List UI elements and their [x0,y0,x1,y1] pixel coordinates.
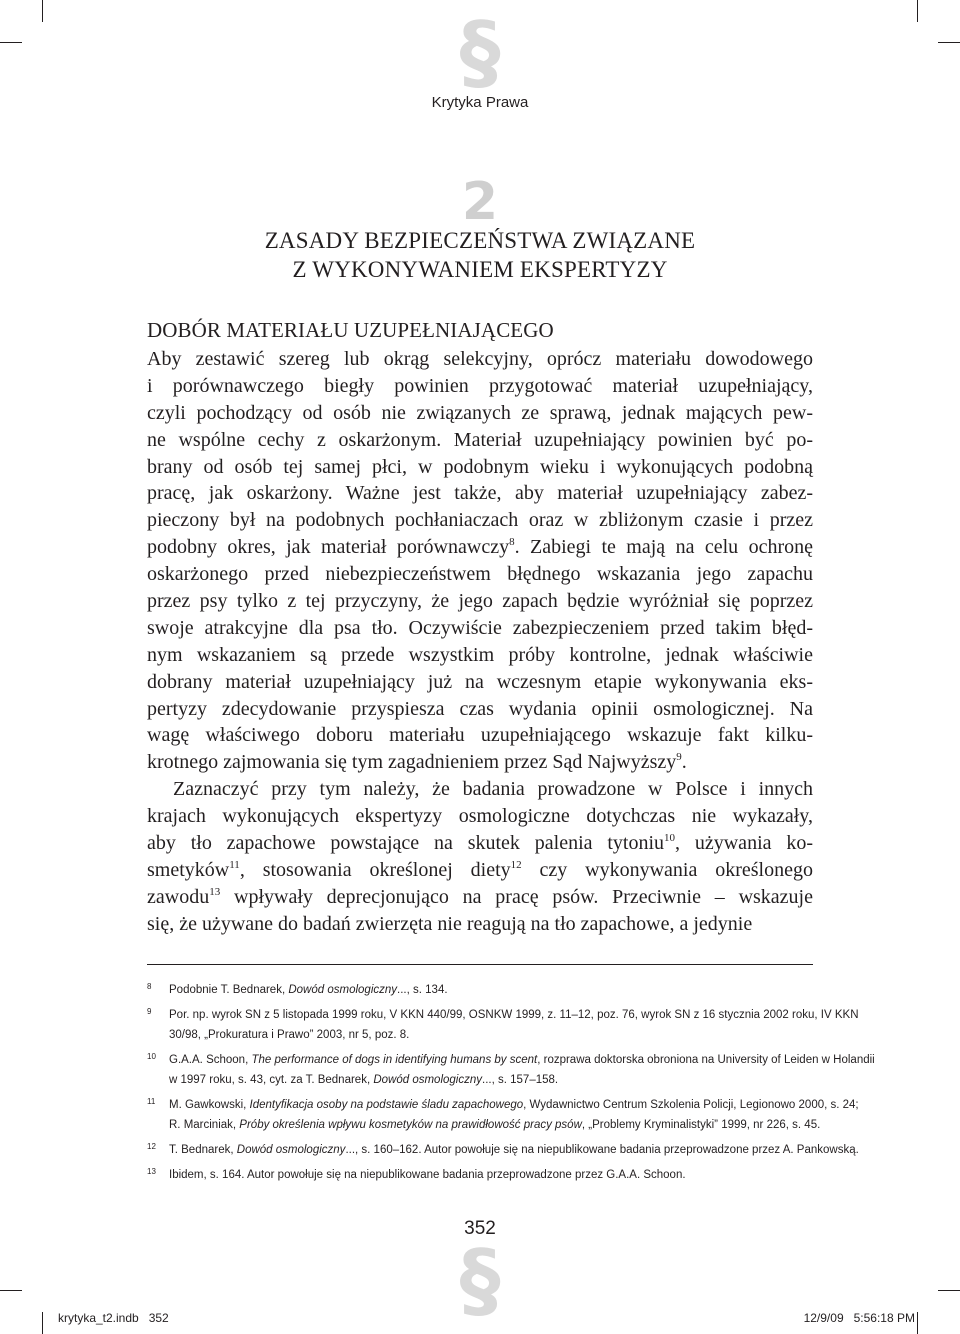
footnote-number: 11 [147,1097,156,1106]
body-line: nym wskazaniem są przede wszystkim próby kontrolne, jednak właściwie [147,643,813,666]
footnote [147,1050,875,1090]
chapter-title-line: ZASADY BEZPIECZEŃSTWA ZWIĄZANE [264,228,696,253]
footnote-line: G.A.A. Schoon, The performance of dogs in identifying humans by scent, rozprawa doktorska obroniona na University of Leiden w Holandii [169,1054,875,1066]
footnote [147,1095,859,1135]
body-line: przez psy tylko z tej przyczyny, że jego zapach będzie wyróżniał się poprzez [147,590,813,613]
body-line: i porównawczego biegły powinien przygotować materiał uzupełniający, [147,374,813,397]
body-text [147,346,813,938]
footnote-ref[interactable]: 8 [509,536,515,549]
footnote-ref[interactable]: 9 [676,751,682,764]
body-line: pracę, jak oskarżony. Ważne jest także, aby materiał uzupełniający zabez- [147,482,813,505]
body-line: zawodu$^{13}$ wpływały deprecjonująco na pracę psów. Przeciwnie – wskazuje [147,885,813,908]
body-line: pertyzy zdecydowanie przyspiesza czas wydania opinii osmologicznej. Na [147,697,813,720]
body-line: Zaznaczyć przy tym należy, że badania prowadzone w Polsce i innych [173,778,813,801]
section-symbol-icon: § [459,5,501,100]
footnote [147,980,813,1000]
footnote-number: 10 [147,1052,156,1061]
body-line: podobny okres, jak materiał porównawczy$^8$. Zabiegi te mają na celu ochronę [147,536,813,559]
footnote-line: Podobnie T. Bednarek, Dowód osmologiczny..., s. 134. [169,984,448,996]
body-line: wagę właściwego doboru materiału uzupełniającego wskazuje fakt kilku- [147,724,813,747]
body-line: krotnego zajmowania się tym zagadnieniem przez Sąd Najwyższy$^9$. [147,751,687,774]
footnote-line: 30/98, „Prokuratura i Prawo” 2003, nr 5, poz. 8. [169,1029,410,1041]
footnote [147,1165,813,1185]
footnote-number: 8 [147,982,152,991]
chapter-title [0,226,960,284]
footnote-ref[interactable]: 11 [229,858,240,871]
body-line: krajach wykonujących ekspertyzy osmologiczne dotychczas nie wykazały, [147,805,813,828]
footnote-number: 12 [147,1142,156,1151]
print-slug-file: krytyka_t2.indb 352 [58,1311,169,1325]
body-line: aby tło zapachowe powstające na skutek palenia tytoniu$^{10}$, używania ko- [147,832,813,855]
footnote-divider [147,964,813,965]
body-line: czyli pochodzący od osób nie związanych ze sprawą, jednak mających pew- [147,401,813,424]
body-line: się, że używane do badań zwierzęta nie reagują na tło zapachowe, a jedynie [147,912,753,935]
footnote-line: T. Bednarek, Dowód osmologiczny..., s. 160–162. Autor powołuje się na niepublikowane badania przeprowadzone przez A. Pankowską. [169,1144,859,1156]
footnote-ref[interactable]: 10 [664,832,676,845]
section-symbol-icon: § [459,1233,501,1328]
footnote-line: w 1997 roku, s. 43, cyt. za T. Bednarek, Dowód osmologiczny..., s. 157–158. [169,1074,559,1086]
footnote-line: M. Gawkowski, Identyfikacja osoby na podstawie śladu zapachowego, Wydawnictwo Centrum Szkolenia Policji, Legionowo 2000, s. 24; [169,1099,859,1111]
footnote [147,1005,859,1045]
footnote [147,1140,859,1160]
body-line: smetyków$^{11}$, stosowania określonej diety$^{12}$ czy wykonywania określonego [147,858,813,881]
chapter-number: 2 [461,172,499,232]
body-line: swoje atrakcyjne dla psa tło. Oczywiście zabezpieczeniem przed takim błęd- [147,616,813,639]
footnotes [147,980,875,1190]
body-line: ne wspólne cechy z oskarżonym. Materiał uzupełniający powinien być po- [147,428,813,451]
chapter-title-line: Z WYKONYWANIEM EKSPERTYZY [292,257,668,282]
footnote-ref[interactable]: 12 [510,858,522,871]
running-header: Krytyka Prawa [431,94,529,111]
page-number: 352 [464,1218,496,1239]
footnote-line: Ibidem, s. 164. Autor powołuje się na niepublikowane badania przeprowadzone przez G.A.A. Schoon. [169,1169,686,1181]
footnote-number: 13 [147,1167,156,1176]
footnote-ref[interactable]: 13 [209,885,221,898]
print-slug-timestamp: 12/9/09 5:56:18 PM [803,1311,915,1325]
body-line: dobrany materiał uzupełniający już na wczesnym etapie wykonywania eks- [147,670,813,693]
footnote-number: 9 [147,1007,152,1016]
body-line: brany od osób tej samej płci, w podobnym wieku i wykonujących podobną [147,455,813,478]
body-line: Aby zestawić szereg lub okrąg selekcyjny, oprócz materiału dowodowego [147,348,813,370]
body-line: oskarżonego przed niebezpieczeństwem błędnego wskazania jego zapachu [147,563,813,586]
body-line: pieczony był na podobnych pochłaniaczach oraz w zbliżonym czasie i przez [147,509,813,532]
footnote-line: Por. np. wyrok SN z 5 listopada 1999 roku, V KKN 440/99, OSNKW 1999, z. 11–12, poz. 76, wyrok SN z 16 stycznia 2002 roku, IV KKN [169,1009,859,1021]
section-heading: DOBÓR MATERIAŁU UZUPEŁNIAJĄCEGO [147,318,554,342]
footnote-line: R. Marciniak, Próby określenia wpływu kosmetyków na prawidłowość pracy psów, „Problemy Kryminalistyki” 1999, nr 226, s. 45. [169,1119,821,1131]
